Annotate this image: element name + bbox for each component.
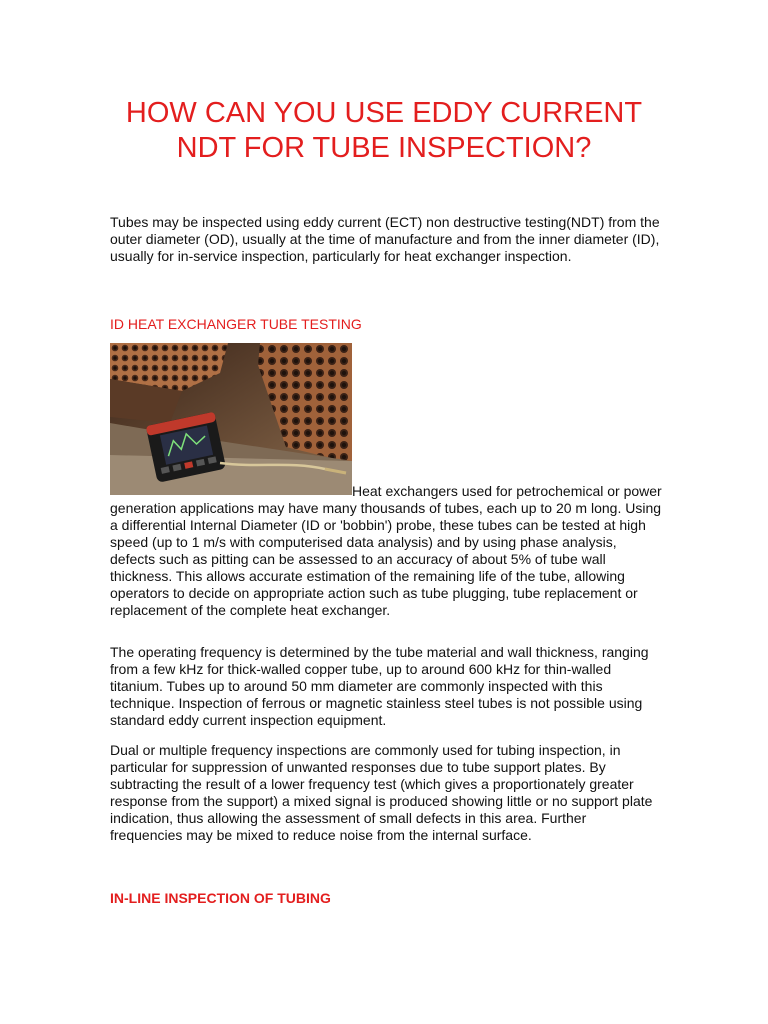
section1-paragraph-3: Dual or multiple frequency inspections are commonly used for tubing inspection, in particular for suppression of unwanted responses due to tube support plates. By subtracting the result of a lower frequency test (which gives a proportionately greater response from the support) a mixed signal is produced showing little or no support plate indication, thus allowing the assessment of small defects in this area. Further frequencies may be mixed to reduce noise from the internal surface.	[110, 742, 653, 843]
section1-paragraph-1	[110, 483, 662, 619]
section1-paragraph-2: The operating frequency is determined by the tube material and wall thickness, ranging from a few kHz for thick-walled copper tube, up to around 600 kHz for thin-walled titanium. Tubes up to around 50 mm diameter are commonly inspected with this technique. Inspection of ferrous or magnetic stainless steel tubes is not possible using standard eddy current inspection equipment.	[110, 644, 649, 728]
section1-paragraph-1-text: Heat exchangers used for petrochemical or power generation applications may have many thousands of tubes, each up to 20 m long. Using a differential Internal Diameter (ID or 'bobbin') probe, these tubes can be tested at high speed (up to 1 m/s with computerised data analysis) and by using phase analysis, defects such as pitting can be assessed to an accuracy of about 5% of tube wall thickness. This allows accurate estimation of the remaining life of the tube, allowing operators to decide on appropriate action such as tube plugging, tube replacement or replacement of the complete heat exchanger.	[110, 483, 662, 618]
section-heading-id-testing: ID HEAT EXCHANGER TUBE TESTING	[110, 316, 362, 332]
eddy-current-instrument-photo	[110, 343, 352, 495]
page-title: HOW CAN YOU USE EDDY CURRENT NDT FOR TUBE INSPECTION?	[125, 97, 643, 164]
image-float-spacer	[110, 495, 352, 496]
section-heading-inline-inspection: IN-LINE INSPECTION OF TUBING	[110, 890, 331, 906]
intro-paragraph: Tubes may be inspected using eddy current (ECT) non destructive testing(NDT) from the outer diameter (OD), usually at the time of manufacture and from the inner diameter (ID), usually for in-service inspection, particularly for heat exchanger inspection.	[110, 214, 660, 264]
